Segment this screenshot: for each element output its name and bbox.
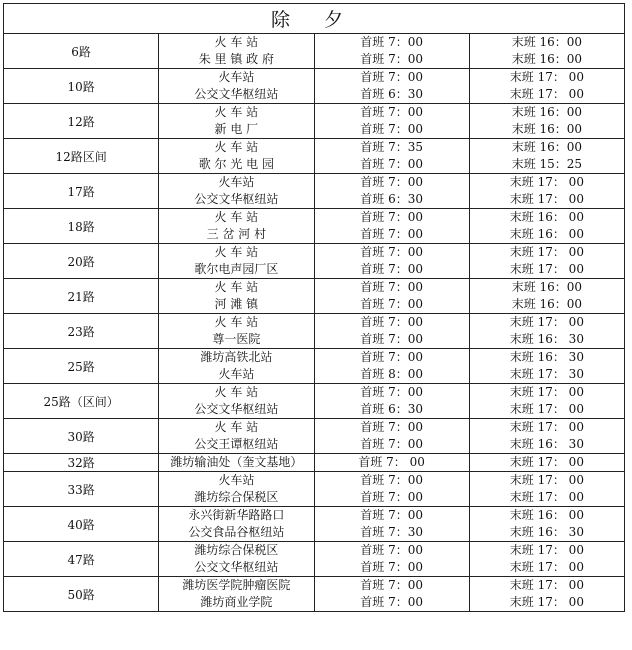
route-number: 17路 [4,174,159,209]
terminal-stop: 新 电 厂 [214,122,259,136]
route-row [4,139,625,174]
first-departure: 首班 7：00 [360,35,423,49]
first-departure: 首班 6：30 [360,402,423,416]
last-departure: 末班 17： 00 [509,473,584,487]
terminal-stop-cell [159,244,314,279]
first-departure: 首班 7：00 [360,490,423,504]
terminal-stop-cell [159,139,314,174]
terminal-stop-cell [159,314,314,349]
first-departure: 首班 7：00 [360,262,423,276]
route-number: 21路 [4,279,159,314]
last-departure: 末班 17： 00 [509,560,584,574]
route-row [4,542,625,577]
route-row [4,69,625,104]
first-departure-cell [314,104,469,139]
route-row [4,577,625,612]
terminal-stop: 潍坊高铁北站 [200,350,273,364]
terminal-stop: 火 车 站 [214,105,259,119]
first-departure: 首班 7：00 [360,297,423,311]
route-number: 6路 [4,34,159,69]
last-departure: 末班 17： 00 [509,70,584,84]
last-departure: 末班 17： 00 [509,385,584,399]
terminal-stop-cell [159,419,314,454]
terminal-stop: 火 车 站 [214,280,259,294]
last-departure-cell [469,209,624,244]
last-departure-cell [469,104,624,139]
first-departure: 首班 7：00 [360,543,423,557]
first-departure: 首班 7：00 [360,315,423,329]
last-departure: 末班 17： 00 [509,420,584,434]
first-departure: 首班 7：00 [360,245,423,259]
first-departure-cell [314,209,469,244]
first-departure: 首班 7：00 [360,385,423,399]
first-departure: 首班 7：00 [360,473,423,487]
first-departure: 首班 7：00 [360,578,423,592]
terminal-stop: 潍坊综合保税区 [194,490,279,504]
terminal-stop: 潍坊综合保税区 [194,543,279,557]
first-departure: 首班 7：00 [360,350,423,364]
terminal-stop: 火车站 [218,367,255,381]
last-departure-cell [469,139,624,174]
terminal-stop: 火 车 站 [214,35,259,49]
first-departure: 首班 7：00 [360,560,423,574]
terminal-stop-cell [159,209,314,244]
last-departure-cell [469,349,624,384]
terminal-stop: 公交文华枢纽站 [194,192,279,206]
terminal-stop: 公交王谭枢纽站 [194,437,279,451]
last-departure: 末班 16：00 [511,140,583,154]
terminal-stop-cell [159,104,314,139]
route-row [4,174,625,209]
first-departure-cell [314,69,469,104]
route-number: 12路 [4,104,159,139]
terminal-stop: 火 车 站 [214,140,259,154]
first-departure: 首班 7：00 [360,595,423,609]
route-number: 23路 [4,314,159,349]
route-row [4,244,625,279]
last-departure: 末班 16： 30 [509,525,584,539]
terminal-stop-cell [159,174,314,209]
last-departure: 末班 15：25 [511,157,583,171]
last-departure: 末班 17： 00 [509,490,584,504]
route-row [4,384,625,419]
terminal-stop: 火车站 [218,473,255,487]
terminal-stop: 火 车 站 [214,245,259,259]
terminal-stop: 朱 里 镇 政 府 [198,52,274,66]
last-departure: 末班 16： 00 [509,227,584,241]
first-departure: 首班 8：00 [360,367,423,381]
route-row [4,279,625,314]
first-departure: 首班 7：00 [360,210,423,224]
terminal-stop: 三 岔 河 村 [206,227,267,241]
table-title: 除 夕 [4,4,625,34]
first-departure-cell [314,577,469,612]
last-departure: 末班 17： 00 [509,262,584,276]
last-departure-cell [469,34,624,69]
first-departure: 首班 7：00 [360,175,423,189]
last-departure-cell [469,244,624,279]
terminal-stop: 尊一医院 [212,332,261,346]
last-departure: 末班 16：00 [511,35,583,49]
last-departure: 末班 16： 00 [509,508,584,522]
first-departure-cell [314,174,469,209]
terminal-stop: 歌尔电声园厂区 [194,262,279,276]
bus-timetable [3,3,625,612]
first-departure: 首班 7：00 [360,105,423,119]
first-departure: 首班 6：30 [360,192,423,206]
route-number: 33路 [4,472,159,507]
first-departure-cell [314,349,469,384]
route-row [4,209,625,244]
last-departure: 末班 17： 00 [509,175,584,189]
route-number: 50路 [4,577,159,612]
last-departure-cell [469,577,624,612]
first-departure-cell [314,139,469,174]
timetable-sheet [3,3,625,612]
first-departure: 首班 6：30 [360,87,423,101]
terminal-stop: 火 车 站 [214,210,259,224]
first-departure: 首班 7：30 [360,525,423,539]
terminal-stop: 潍坊输油处（奎文基地） [170,455,303,469]
terminal-stop: 公交食品谷枢纽站 [188,525,285,539]
first-departure: 首班 7：00 [360,437,423,451]
last-departure: 末班 17： 00 [509,402,584,416]
last-departure: 末班 17： 00 [509,455,584,469]
first-departure: 首班 7：00 [360,52,423,66]
route-number: 20路 [4,244,159,279]
terminal-stop: 火 车 站 [214,385,259,399]
last-departure: 末班 17： 00 [509,543,584,557]
last-departure-cell [469,472,624,507]
terminal-stop-cell [159,507,314,542]
first-departure-cell [314,34,469,69]
last-departure-cell [469,542,624,577]
last-departure: 末班 16：00 [511,105,583,119]
first-departure: 首班 7：00 [360,280,423,294]
terminal-stop: 公交文华枢纽站 [194,87,279,101]
terminal-stop-cell [159,34,314,69]
terminal-stop: 火 车 站 [214,315,259,329]
last-departure-cell [469,384,624,419]
last-departure: 末班 17： 00 [509,595,584,609]
route-row [4,472,625,507]
route-number: 12路区间 [4,139,159,174]
terminal-stop: 火车站 [218,175,255,189]
last-departure: 末班 16： 00 [509,210,584,224]
last-departure-cell [469,279,624,314]
route-row [4,104,625,139]
terminal-stop-cell [159,542,314,577]
terminal-stop-cell [159,279,314,314]
first-departure-cell [314,384,469,419]
terminal-stop-cell [159,472,314,507]
first-departure: 首班 7：35 [360,140,423,154]
terminal-stop: 公交文华枢纽站 [194,402,279,416]
title-row [4,4,625,34]
terminal-stop: 永兴街新华路路口 [188,508,285,522]
last-departure: 末班 17： 00 [509,192,584,206]
route-number: 25路 [4,349,159,384]
first-departure: 首班 7：00 [360,227,423,241]
first-departure-cell [314,244,469,279]
terminal-stop: 歌 尔 光 电 园 [198,157,274,171]
terminal-stop-cell [159,69,314,104]
last-departure-cell [469,419,624,454]
first-departure-cell [314,314,469,349]
first-departure: 首班 7：00 [360,508,423,522]
terminal-stop: 河 滩 镇 [214,297,259,311]
first-departure: 首班 7：00 [360,122,423,136]
first-departure: 首班 7：00 [360,420,423,434]
terminal-stop-cell [159,349,314,384]
first-departure: 首班 7：00 [360,157,423,171]
route-number: 25路（区间） [4,384,159,419]
last-departure: 末班 16：00 [511,280,583,294]
first-departure-cell [314,542,469,577]
terminal-stop-cell [159,384,314,419]
first-departure: 首班 7：00 [360,70,423,84]
last-departure: 末班 17： 00 [509,315,584,329]
route-number: 32路 [4,454,159,472]
last-departure: 末班 16： 30 [509,437,584,451]
terminal-stop-cell [159,454,314,472]
last-departure: 末班 16：00 [511,122,583,136]
route-row [4,34,625,69]
route-number: 18路 [4,209,159,244]
first-departure: 首班 7：00 [360,332,423,346]
last-departure-cell [469,507,624,542]
route-row [4,454,625,472]
first-departure-cell [314,472,469,507]
last-departure: 末班 17： 00 [509,87,584,101]
terminal-stop: 火 车 站 [214,420,259,434]
route-row [4,314,625,349]
route-number: 40路 [4,507,159,542]
route-number: 47路 [4,542,159,577]
last-departure: 末班 17： 00 [509,578,584,592]
last-departure-cell [469,174,624,209]
last-departure: 末班 16： 30 [509,332,584,346]
terminal-stop-cell [159,577,314,612]
route-row [4,507,625,542]
first-departure-cell [314,454,469,472]
route-row [4,419,625,454]
last-departure: 末班 16：00 [511,297,583,311]
last-departure-cell [469,454,624,472]
first-departure-cell [314,279,469,314]
route-row [4,349,625,384]
terminal-stop: 公交文华枢纽站 [194,560,279,574]
first-departure: 首班 7： 00 [358,455,425,469]
last-departure: 末班 17： 00 [509,245,584,259]
last-departure: 末班 16：00 [511,52,583,66]
route-number: 30路 [4,419,159,454]
first-departure-cell [314,419,469,454]
last-departure: 末班 16： 30 [509,350,584,364]
last-departure-cell [469,69,624,104]
last-departure: 末班 17： 30 [509,367,584,381]
first-departure-cell [314,507,469,542]
terminal-stop: 潍坊医学院肿瘤医院 [182,578,291,592]
terminal-stop: 潍坊商业学院 [200,595,273,609]
terminal-stop: 火车站 [218,70,255,84]
route-number: 10路 [4,69,159,104]
last-departure-cell [469,314,624,349]
